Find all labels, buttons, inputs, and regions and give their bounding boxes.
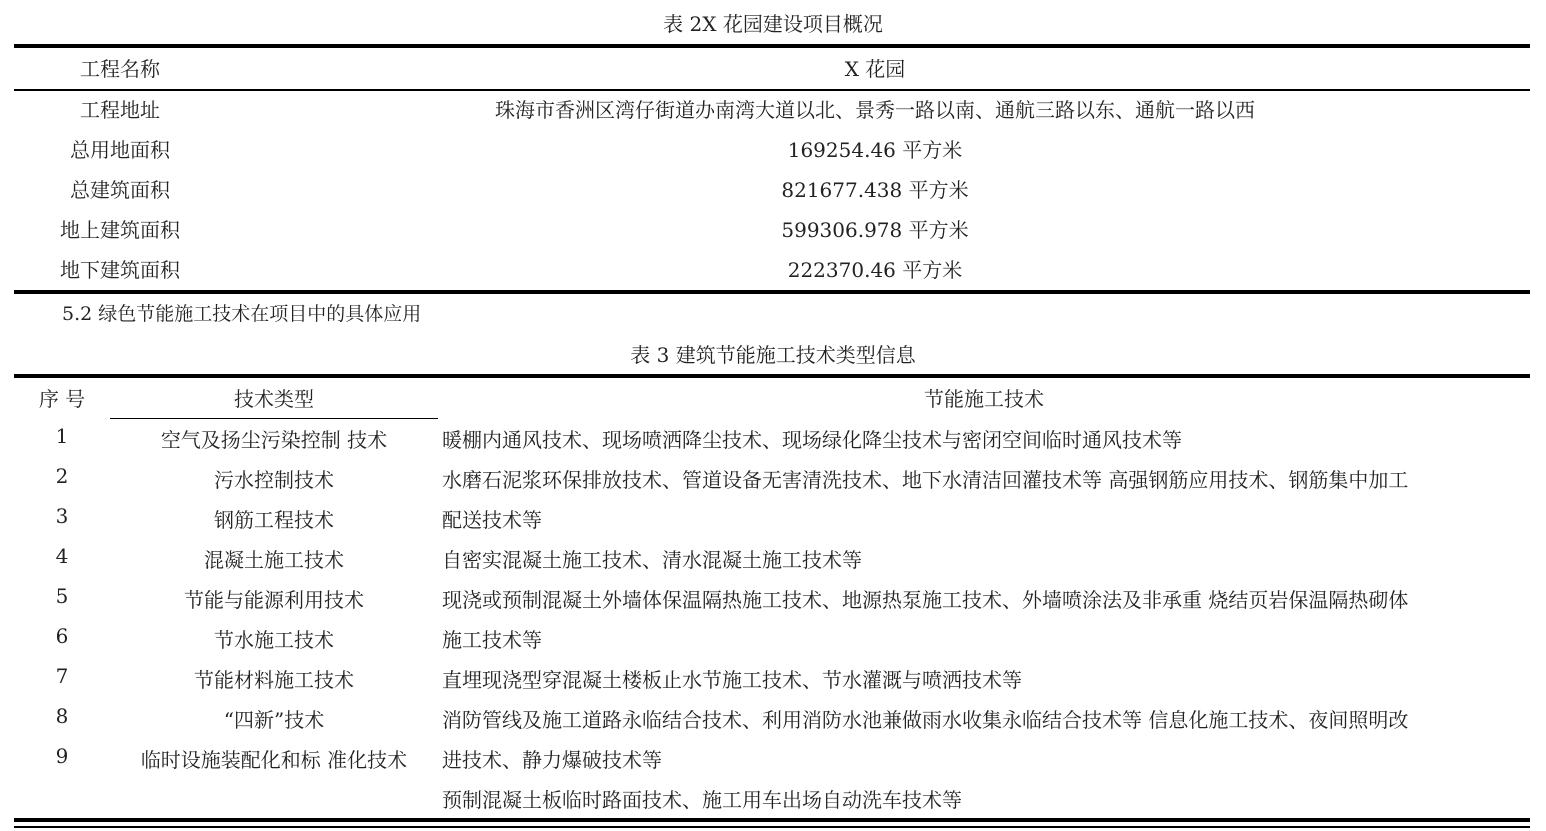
table3-tech-line: 直埋现浇型穿混凝土楼板止水节施工技术、节水灌溉与喷洒技术等 — [442, 668, 1022, 692]
table2-value: 821677.438 平方米 — [781, 178, 969, 202]
table3-seq: 1 — [55, 424, 69, 448]
table2-label: 地下建筑面积 — [60, 258, 180, 282]
table3-tech-line: 配送技术等 — [442, 508, 542, 532]
table3-top-rule — [14, 374, 1530, 378]
table3-tech-line: 预制混凝土板临时路面技术、施工用车出场自动洗车技术等 — [442, 788, 962, 812]
table2-value: 珠海市香洲区湾仔街道办南湾大道以北、景秀一路以南、通航三路以东、通航一路以西 — [495, 98, 1255, 122]
table2-label: 工程名称 — [80, 57, 160, 81]
table3-header-seq: 序 号 — [38, 387, 86, 411]
table2-caption: 表 2X 花园建设项目概况 — [663, 12, 883, 36]
table3-type: 空气及扬尘污染控制 技术 — [160, 428, 388, 452]
table3-seq: 8 — [55, 704, 69, 728]
table3-type: 污水控制技术 — [214, 468, 334, 492]
table3-bottom-rule — [14, 818, 1530, 822]
table2-value: 599306.978 平方米 — [781, 218, 969, 242]
table3-header-type: 技术类型 — [234, 387, 314, 411]
table3-type: 节能材料施工技术 — [194, 668, 354, 692]
table3-tech-line: 进技术、静力爆破技术等 — [442, 748, 662, 772]
table3-seq: 9 — [55, 744, 69, 768]
table3-seq: 3 — [55, 504, 69, 528]
table3-type: “四新”技术 — [223, 708, 325, 732]
table3-type: 临时设施装配化和标 准化技术 — [140, 748, 408, 772]
table3-tech-line: 现浇或预制混凝土外墙体保温隔热施工技术、地源热泵施工技术、外墙喷涂法及非承重 烧结页岩保温隔热砌体 — [442, 588, 1409, 612]
table3-seq: 2 — [55, 464, 69, 488]
table3-type: 混凝土施工技术 — [204, 548, 344, 572]
table2-value: X 花园 — [844, 57, 906, 81]
table2-top-rule — [14, 44, 1530, 48]
table2-value: 222370.46 平方米 — [787, 258, 963, 282]
table3-tech-line: 施工技术等 — [442, 628, 542, 652]
table2-header-rule — [14, 89, 1530, 91]
table3-header-underline — [110, 418, 438, 419]
table3-tech-line: 自密实混凝土施工技术、清水混凝土施工技术等 — [442, 548, 862, 572]
table2-value: 169254.46 平方米 — [787, 138, 963, 162]
table3-type: 节水施工技术 — [214, 628, 334, 652]
table2-label: 工程地址 — [80, 98, 160, 122]
table3-tech-line: 水磨石泥浆环保排放技术、管道设备无害清洗技术、地下水清洁回灌技术等 高强钢筋应用技术、钢筋集中加工 — [442, 468, 1409, 492]
table3-seq: 5 — [55, 584, 69, 608]
table3-caption: 表 3 建筑节能施工技术类型信息 — [630, 343, 916, 367]
table2-label: 地上建筑面积 — [60, 218, 180, 242]
table2-bottom-rule — [14, 290, 1530, 294]
table3-type: 钢筋工程技术 — [214, 508, 334, 532]
table3-header-tech: 节能施工技术 — [924, 387, 1044, 411]
table3-seq: 4 — [55, 544, 69, 568]
section-heading: 5.2 绿色节能施工技术在项目中的具体应用 — [62, 303, 422, 325]
table3-type: 节能与能源利用技术 — [184, 588, 364, 612]
table2-label: 总建筑面积 — [70, 178, 170, 202]
table2-label: 总用地面积 — [70, 138, 170, 162]
table3-tech-line: 消防管线及施工道路永临结合技术、利用消防水池兼做雨水收集永临结合技术等 信息化施工技术、夜间照明改 — [442, 708, 1409, 732]
table3-seq: 6 — [55, 624, 69, 648]
table3-bottom-subrule — [14, 826, 1530, 828]
table3-tech-line: 暖棚内通风技术、现场喷洒降尘技术、现场绿化降尘技术与密闭空间临时通风技术等 — [442, 428, 1182, 452]
table3-seq: 7 — [55, 664, 69, 688]
